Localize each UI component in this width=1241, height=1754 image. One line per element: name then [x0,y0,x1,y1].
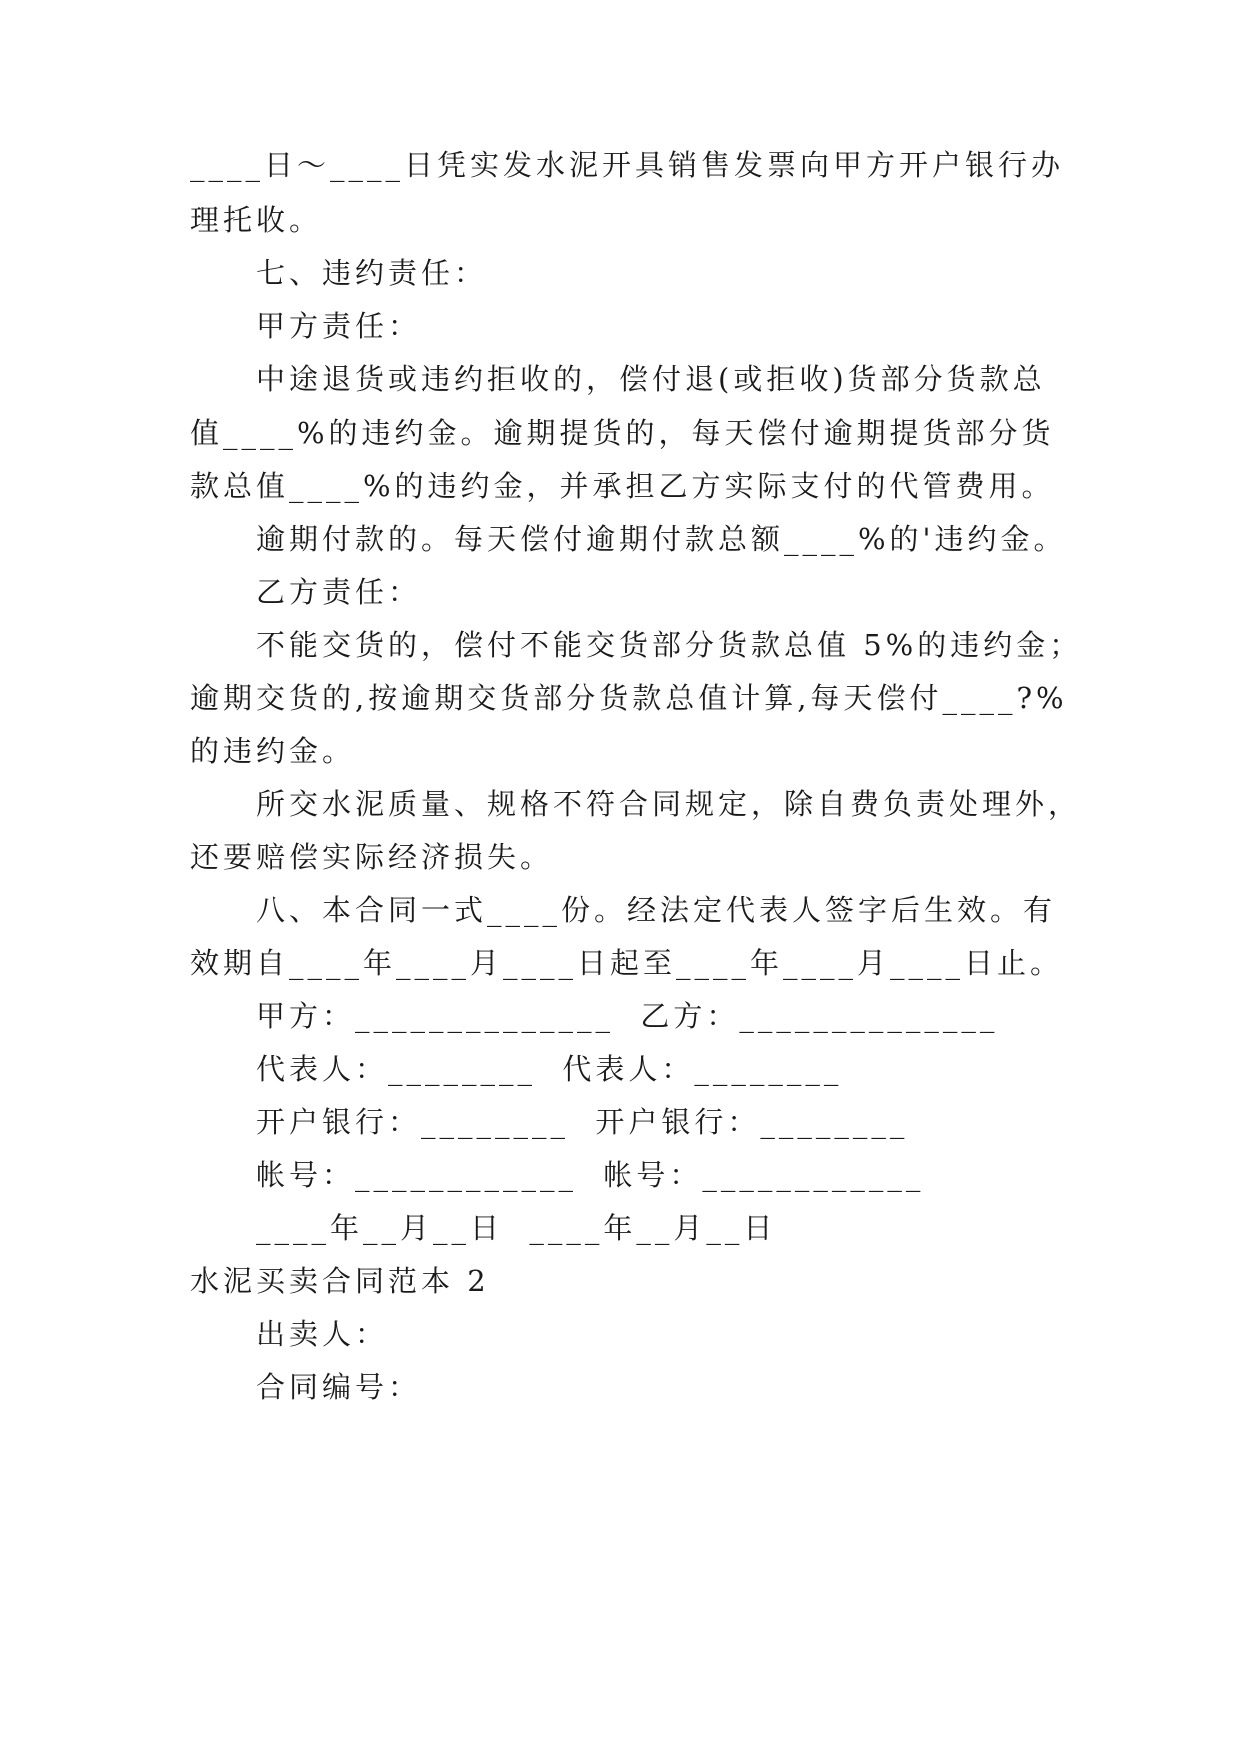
section-heading-breach: 七、违约责任： [256,256,488,290]
paragraph-line: 所交水泥质量、规格不符合同规定，除自费负责处理外， [256,787,1082,821]
paragraph-line: 款总值____%的违约金，并承担乙方实际支付的代管费用。 [190,469,1055,503]
paragraph-line: 效期自____年____月____日起至____年____月____日止。 [190,946,1064,980]
paragraph-line: 还要赔偿实际经济损失。 [190,840,554,874]
signature-date-line: ____年__月__日 ____年__月__日 [256,1211,777,1245]
document-title-2: 水泥买卖合同范本 2 [190,1264,490,1298]
seller-label: 出卖人： [256,1317,389,1351]
signature-parties-line: 甲方：______________ 乙方：______________ [256,999,999,1033]
signature-account-line: 帐号：____________ 帐号：____________ [256,1158,925,1192]
subheading-party-b-duty: 乙方责任： [256,575,422,609]
subheading-party-a-duty: 甲方责任： [256,309,422,343]
paragraph-line: 逾期付款的。每天偿付逾期付款总额____%的'违约金。 [256,522,1067,556]
paragraph-line: 不能交货的，偿付不能交货部分货款总值 5%的违约金； [256,628,1083,662]
paragraph-line: 八、本合同一式____份。经法定代表人签字后生效。有 [256,893,1057,927]
contract-number-label: 合同编号： [256,1370,422,1404]
paragraph-line: ____日～____日凭实发水泥开具销售发票向甲方开户银行办 [190,148,1065,182]
paragraph-line: 值____%的违约金。逾期提货的，每天偿付逾期提货部分货 [190,416,1055,450]
paragraph-line: 逾期交货的,按逾期交货部分货款总值计算,每天偿付____?% [190,681,1068,715]
paragraph-line: 理托收。 [190,203,323,237]
signature-bank-line: 开户银行：________ 开户银行：________ [256,1105,909,1139]
paragraph-line: 的违约金。 [190,734,356,768]
paragraph-line: 中途退货或违约拒收的，偿付退(或拒收)货部分货款总 [256,362,1046,396]
signature-representative-line: 代表人：________ 代表人：________ [256,1052,843,1086]
